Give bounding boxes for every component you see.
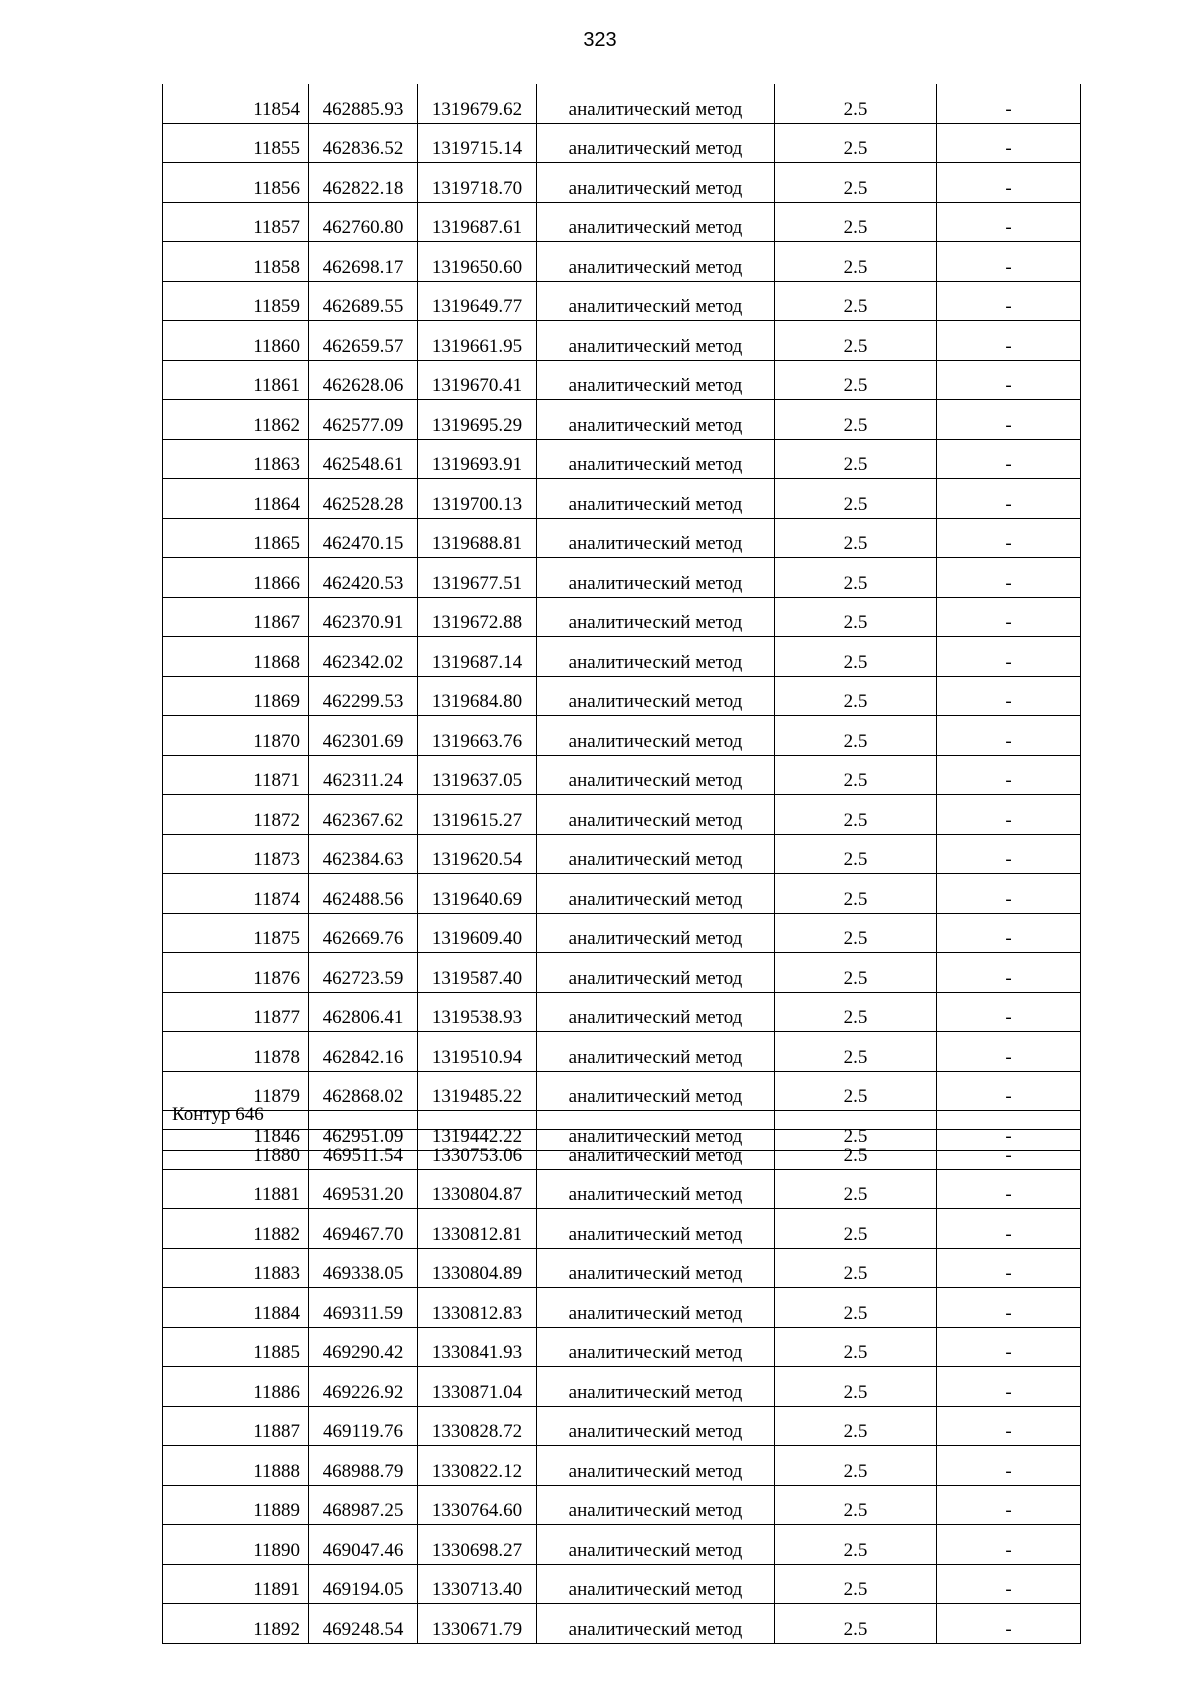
- y-coordinate-cell: 1330764.60: [418, 1485, 537, 1525]
- note-cell: -: [937, 123, 1081, 163]
- note-cell: -: [937, 1130, 1081, 1170]
- method-cell: аналитический метод: [537, 479, 775, 519]
- y-coordinate-cell: 1330871.04: [418, 1367, 537, 1407]
- method-cell: аналитический метод: [537, 518, 775, 558]
- accuracy-cell: 2.5: [775, 1209, 937, 1249]
- table-row: [163, 1169, 1081, 1209]
- method-cell: аналитический метод: [537, 558, 775, 598]
- method-cell: аналитический метод: [537, 1209, 775, 1249]
- table-row: [163, 1406, 1081, 1446]
- table-row: [163, 755, 1081, 795]
- method-cell: аналитический метод: [537, 1564, 775, 1604]
- note-cell: -: [937, 242, 1081, 282]
- table-row: [163, 992, 1081, 1032]
- x-coordinate-cell: 462842.16: [309, 1032, 418, 1072]
- point-number-cell: 11883: [163, 1248, 309, 1288]
- note-cell: -: [937, 913, 1081, 953]
- note-cell: -: [937, 716, 1081, 756]
- x-coordinate-cell: 462367.62: [309, 795, 418, 835]
- table-row: [163, 1446, 1081, 1486]
- note-cell: -: [937, 1071, 1081, 1111]
- point-number-cell: 11871: [163, 755, 309, 795]
- x-coordinate-cell: 462836.52: [309, 123, 418, 163]
- note-cell: -: [937, 874, 1081, 914]
- accuracy-cell: 2.5: [775, 1406, 937, 1446]
- accuracy-cell: 2.5: [775, 874, 937, 914]
- accuracy-cell: 2.5: [775, 1446, 937, 1486]
- x-coordinate-cell: 469248.54: [309, 1604, 418, 1644]
- point-number-cell: 11861: [163, 360, 309, 400]
- y-coordinate-cell: 1330713.40: [418, 1564, 537, 1604]
- x-coordinate-cell: 462420.53: [309, 558, 418, 598]
- table-row: [163, 637, 1081, 677]
- table-row: [163, 518, 1081, 558]
- point-number-cell: 11865: [163, 518, 309, 558]
- accuracy-cell: 2.5: [775, 1525, 937, 1565]
- accuracy-cell: 2.5: [775, 518, 937, 558]
- x-coordinate-cell: 462384.63: [309, 834, 418, 874]
- accuracy-cell: 2.5: [775, 637, 937, 677]
- x-coordinate-cell: 469290.42: [309, 1327, 418, 1367]
- note-cell: -: [937, 84, 1081, 123]
- table-row: [163, 1071, 1081, 1111]
- x-coordinate-cell: 462548.61: [309, 439, 418, 479]
- coordinates-table: [162, 84, 1081, 1151]
- accuracy-cell: 2.5: [775, 1111, 937, 1151]
- y-coordinate-cell: 1319637.05: [418, 755, 537, 795]
- point-number-cell: 11870: [163, 716, 309, 756]
- y-coordinate-cell: 1319672.88: [418, 597, 537, 637]
- table-row: [163, 123, 1081, 163]
- y-coordinate-cell: 1319510.94: [418, 1032, 537, 1072]
- table-row: [163, 281, 1081, 321]
- accuracy-cell: 2.5: [775, 84, 937, 123]
- accuracy-cell: 2.5: [775, 1130, 937, 1170]
- accuracy-cell: 2.5: [775, 163, 937, 203]
- point-number-cell: 11858: [163, 242, 309, 282]
- y-coordinate-cell: 1330804.89: [418, 1248, 537, 1288]
- method-cell: аналитический метод: [537, 795, 775, 835]
- note-cell: -: [937, 597, 1081, 637]
- method-cell: аналитический метод: [537, 834, 775, 874]
- point-number-cell: 11875: [163, 913, 309, 953]
- method-cell: аналитический метод: [537, 1367, 775, 1407]
- method-cell: аналитический метод: [537, 123, 775, 163]
- point-number-cell: 11892: [163, 1604, 309, 1644]
- y-coordinate-cell: 1319620.54: [418, 834, 537, 874]
- table-row: [163, 1367, 1081, 1407]
- x-coordinate-cell: 469194.05: [309, 1564, 418, 1604]
- accuracy-cell: 2.5: [775, 992, 937, 1032]
- y-coordinate-cell: 1319661.95: [418, 321, 537, 361]
- accuracy-cell: 2.5: [775, 1288, 937, 1328]
- accuracy-cell: 2.5: [775, 1564, 937, 1604]
- x-coordinate-cell: 462528.28: [309, 479, 418, 519]
- y-coordinate-cell: 1330698.27: [418, 1525, 537, 1565]
- accuracy-cell: 2.5: [775, 1367, 937, 1407]
- x-coordinate-cell: 462370.91: [309, 597, 418, 637]
- y-coordinate-cell: 1319485.22: [418, 1071, 537, 1111]
- note-cell: -: [937, 518, 1081, 558]
- accuracy-cell: 2.5: [775, 202, 937, 242]
- point-number-cell: 11856: [163, 163, 309, 203]
- note-cell: -: [937, 1604, 1081, 1644]
- table-row: [163, 1248, 1081, 1288]
- y-coordinate-cell: 1319677.51: [418, 558, 537, 598]
- accuracy-cell: 2.5: [775, 479, 937, 519]
- note-cell: -: [937, 360, 1081, 400]
- table-row: [163, 321, 1081, 361]
- table-row: [163, 676, 1081, 716]
- accuracy-cell: 2.5: [775, 755, 937, 795]
- accuracy-cell: 2.5: [775, 834, 937, 874]
- x-coordinate-cell: 469047.46: [309, 1525, 418, 1565]
- method-cell: аналитический метод: [537, 1032, 775, 1072]
- table-row: [163, 84, 1081, 123]
- table-row: [163, 400, 1081, 440]
- y-coordinate-cell: 1330753.06: [418, 1130, 537, 1170]
- note-cell: -: [937, 795, 1081, 835]
- x-coordinate-cell: 462342.02: [309, 637, 418, 677]
- accuracy-cell: 2.5: [775, 242, 937, 282]
- accuracy-cell: 2.5: [775, 716, 937, 756]
- method-cell: аналитический метод: [537, 1604, 775, 1644]
- table-row: [163, 202, 1081, 242]
- accuracy-cell: 2.5: [775, 1071, 937, 1111]
- accuracy-cell: 2.5: [775, 913, 937, 953]
- note-cell: -: [937, 755, 1081, 795]
- y-coordinate-cell: 1330812.81: [418, 1209, 537, 1249]
- y-coordinate-cell: 1319650.60: [418, 242, 537, 282]
- note-cell: -: [937, 1032, 1081, 1072]
- point-number-cell: 11884: [163, 1288, 309, 1328]
- note-cell: -: [937, 1525, 1081, 1565]
- x-coordinate-cell: 462488.56: [309, 874, 418, 914]
- table-row: [163, 1327, 1081, 1367]
- note-cell: -: [937, 1111, 1081, 1151]
- y-coordinate-cell: 1319695.29: [418, 400, 537, 440]
- note-cell: -: [937, 1485, 1081, 1525]
- accuracy-cell: 2.5: [775, 360, 937, 400]
- y-coordinate-cell: 1319670.41: [418, 360, 537, 400]
- point-number-cell: 11872: [163, 795, 309, 835]
- point-number-cell: 11889: [163, 1485, 309, 1525]
- accuracy-cell: 2.5: [775, 1248, 937, 1288]
- method-cell: аналитический метод: [537, 913, 775, 953]
- point-number-cell: 11881: [163, 1169, 309, 1209]
- y-coordinate-cell: 1319715.14: [418, 123, 537, 163]
- note-cell: -: [937, 1288, 1081, 1328]
- point-number-cell: 11867: [163, 597, 309, 637]
- y-coordinate-cell: 1319700.13: [418, 479, 537, 519]
- note-cell: -: [937, 479, 1081, 519]
- point-number-cell: 11878: [163, 1032, 309, 1072]
- table-row: [163, 1564, 1081, 1604]
- table-row: [163, 597, 1081, 637]
- method-cell: аналитический метод: [537, 676, 775, 716]
- y-coordinate-cell: 1330828.72: [418, 1406, 537, 1446]
- x-coordinate-cell: 469531.20: [309, 1169, 418, 1209]
- note-cell: -: [937, 1209, 1081, 1249]
- note-cell: -: [937, 1564, 1081, 1604]
- point-number-cell: 11864: [163, 479, 309, 519]
- method-cell: аналитический метод: [537, 163, 775, 203]
- x-coordinate-cell: 469467.70: [309, 1209, 418, 1249]
- x-coordinate-cell: 462698.17: [309, 242, 418, 282]
- table-row: [163, 1209, 1081, 1249]
- x-coordinate-cell: 469119.76: [309, 1406, 418, 1446]
- note-cell: -: [937, 281, 1081, 321]
- method-cell: аналитический метод: [537, 1485, 775, 1525]
- table-row: [163, 242, 1081, 282]
- method-cell: аналитический метод: [537, 400, 775, 440]
- y-coordinate-cell: 1319640.69: [418, 874, 537, 914]
- method-cell: аналитический метод: [537, 1130, 775, 1170]
- note-cell: -: [937, 1169, 1081, 1209]
- method-cell: аналитический метод: [537, 84, 775, 123]
- note-cell: -: [937, 834, 1081, 874]
- x-coordinate-cell: 469338.05: [309, 1248, 418, 1288]
- x-coordinate-cell: 469226.92: [309, 1367, 418, 1407]
- accuracy-cell: 2.5: [775, 439, 937, 479]
- note-cell: -: [937, 1446, 1081, 1486]
- method-cell: аналитический метод: [537, 755, 775, 795]
- table-row: [163, 1032, 1081, 1072]
- x-coordinate-cell: 468987.25: [309, 1485, 418, 1525]
- table-row: [163, 1485, 1081, 1525]
- table-row: [163, 795, 1081, 835]
- note-cell: -: [937, 163, 1081, 203]
- y-coordinate-cell: 1319615.27: [418, 795, 537, 835]
- point-number-cell: 11885: [163, 1327, 309, 1367]
- accuracy-cell: 2.5: [775, 676, 937, 716]
- table-row: [163, 1525, 1081, 1565]
- method-cell: аналитический метод: [537, 1071, 775, 1111]
- point-number-cell: 11863: [163, 439, 309, 479]
- method-cell: аналитический метод: [537, 637, 775, 677]
- table-row: [163, 360, 1081, 400]
- y-coordinate-cell: 1319663.76: [418, 716, 537, 756]
- point-number-cell: 11846: [163, 1111, 309, 1151]
- x-coordinate-cell: 462760.80: [309, 202, 418, 242]
- x-coordinate-cell: 462577.09: [309, 400, 418, 440]
- note-cell: -: [937, 321, 1081, 361]
- point-number-cell: 11868: [163, 637, 309, 677]
- point-number-cell: 11866: [163, 558, 309, 598]
- y-coordinate-cell: 1319684.80: [418, 676, 537, 716]
- table-row: [163, 834, 1081, 874]
- x-coordinate-cell: 462301.69: [309, 716, 418, 756]
- point-number-cell: 11859: [163, 281, 309, 321]
- table-row: [163, 716, 1081, 756]
- y-coordinate-cell: 1319688.81: [418, 518, 537, 558]
- table-row: [163, 1604, 1081, 1644]
- table-row: [163, 558, 1081, 598]
- point-number-cell: 11860: [163, 321, 309, 361]
- method-cell: аналитический метод: [537, 439, 775, 479]
- x-coordinate-cell: 462669.76: [309, 913, 418, 953]
- method-cell: аналитический метод: [537, 202, 775, 242]
- point-number-cell: 11891: [163, 1564, 309, 1604]
- y-coordinate-cell: 1319649.77: [418, 281, 537, 321]
- x-coordinate-cell: 469511.54: [309, 1130, 418, 1170]
- accuracy-cell: 2.5: [775, 558, 937, 598]
- note-cell: -: [937, 558, 1081, 598]
- note-cell: -: [937, 1248, 1081, 1288]
- point-number-cell: 11869: [163, 676, 309, 716]
- table-row: [163, 163, 1081, 203]
- accuracy-cell: 2.5: [775, 321, 937, 361]
- accuracy-cell: 2.5: [775, 281, 937, 321]
- accuracy-cell: 2.5: [775, 1169, 937, 1209]
- point-number-cell: 11880: [163, 1130, 309, 1170]
- method-cell: аналитический метод: [537, 1446, 775, 1486]
- x-coordinate-cell: 462951.09: [309, 1111, 418, 1151]
- point-number-cell: 11873: [163, 834, 309, 874]
- y-coordinate-cell: 1319693.91: [418, 439, 537, 479]
- method-cell: аналитический метод: [537, 716, 775, 756]
- x-coordinate-cell: 462806.41: [309, 992, 418, 1032]
- coordinates-table: [162, 1129, 1081, 1644]
- method-cell: аналитический метод: [537, 321, 775, 361]
- x-coordinate-cell: 462470.15: [309, 518, 418, 558]
- x-coordinate-cell: 469311.59: [309, 1288, 418, 1328]
- y-coordinate-cell: 1319687.14: [418, 637, 537, 677]
- x-coordinate-cell: 462723.59: [309, 953, 418, 993]
- x-coordinate-cell: 462689.55: [309, 281, 418, 321]
- table-row: [163, 479, 1081, 519]
- method-cell: аналитический метод: [537, 992, 775, 1032]
- method-cell: аналитический метод: [537, 242, 775, 282]
- note-cell: -: [937, 676, 1081, 716]
- y-coordinate-cell: 1319442.22: [418, 1111, 537, 1151]
- x-coordinate-cell: 462659.57: [309, 321, 418, 361]
- method-cell: аналитический метод: [537, 1288, 775, 1328]
- note-cell: -: [937, 992, 1081, 1032]
- table-row: [163, 439, 1081, 479]
- point-number-cell: 11862: [163, 400, 309, 440]
- table-row: [163, 913, 1081, 953]
- point-number-cell: 11874: [163, 874, 309, 914]
- x-coordinate-cell: 462628.06: [309, 360, 418, 400]
- y-coordinate-cell: 1330841.93: [418, 1327, 537, 1367]
- y-coordinate-cell: 1330671.79: [418, 1604, 537, 1644]
- method-cell: аналитический метод: [537, 874, 775, 914]
- accuracy-cell: 2.5: [775, 795, 937, 835]
- point-number-cell: 11887: [163, 1406, 309, 1446]
- table-row: [163, 1130, 1081, 1170]
- x-coordinate-cell: 462868.02: [309, 1071, 418, 1111]
- y-coordinate-cell: 1319687.61: [418, 202, 537, 242]
- y-coordinate-cell: 1319609.40: [418, 913, 537, 953]
- y-coordinate-cell: 1330804.87: [418, 1169, 537, 1209]
- method-cell: аналитический метод: [537, 597, 775, 637]
- y-coordinate-cell: 1330822.12: [418, 1446, 537, 1486]
- point-number-cell: 11888: [163, 1446, 309, 1486]
- x-coordinate-cell: 462885.93: [309, 84, 418, 123]
- x-coordinate-cell: 468988.79: [309, 1446, 418, 1486]
- accuracy-cell: 2.5: [775, 123, 937, 163]
- x-coordinate-cell: 462822.18: [309, 163, 418, 203]
- table-row: [163, 874, 1081, 914]
- method-cell: аналитический метод: [537, 360, 775, 400]
- note-cell: -: [937, 400, 1081, 440]
- accuracy-cell: 2.5: [775, 597, 937, 637]
- note-cell: -: [937, 953, 1081, 993]
- method-cell: аналитический метод: [537, 1169, 775, 1209]
- accuracy-cell: 2.5: [775, 1485, 937, 1525]
- x-coordinate-cell: 462299.53: [309, 676, 418, 716]
- method-cell: аналитический метод: [537, 953, 775, 993]
- point-number-cell: 11879: [163, 1071, 309, 1111]
- accuracy-cell: 2.5: [775, 400, 937, 440]
- point-number-cell: 11882: [163, 1209, 309, 1249]
- method-cell: аналитический метод: [537, 1406, 775, 1446]
- y-coordinate-cell: 1319679.62: [418, 84, 537, 123]
- point-number-cell: 11890: [163, 1525, 309, 1565]
- point-number-cell: 11886: [163, 1367, 309, 1407]
- section-label: Контур 646: [172, 1104, 264, 1125]
- note-cell: -: [937, 1367, 1081, 1407]
- point-number-cell: 11854: [163, 84, 309, 123]
- table-row: [163, 1288, 1081, 1328]
- note-cell: -: [937, 1406, 1081, 1446]
- method-cell: аналитический метод: [537, 1525, 775, 1565]
- y-coordinate-cell: 1319538.93: [418, 992, 537, 1032]
- note-cell: -: [937, 1327, 1081, 1367]
- method-cell: аналитический метод: [537, 1248, 775, 1288]
- y-coordinate-cell: 1319587.40: [418, 953, 537, 993]
- accuracy-cell: 2.5: [775, 1604, 937, 1644]
- note-cell: -: [937, 637, 1081, 677]
- x-coordinate-cell: 462311.24: [309, 755, 418, 795]
- y-coordinate-cell: 1319718.70: [418, 163, 537, 203]
- point-number-cell: 11857: [163, 202, 309, 242]
- accuracy-cell: 2.5: [775, 953, 937, 993]
- point-number-cell: 11876: [163, 953, 309, 993]
- page-number: 323: [583, 29, 617, 51]
- note-cell: -: [937, 202, 1081, 242]
- note-cell: -: [937, 439, 1081, 479]
- method-cell: аналитический метод: [537, 1111, 775, 1151]
- accuracy-cell: 2.5: [775, 1032, 937, 1072]
- point-number-cell: 11877: [163, 992, 309, 1032]
- accuracy-cell: 2.5: [775, 1327, 937, 1367]
- method-cell: аналитический метод: [537, 281, 775, 321]
- y-coordinate-cell: 1330812.83: [418, 1288, 537, 1328]
- point-number-cell: 11855: [163, 123, 309, 163]
- table-row: [163, 953, 1081, 993]
- method-cell: аналитический метод: [537, 1327, 775, 1367]
